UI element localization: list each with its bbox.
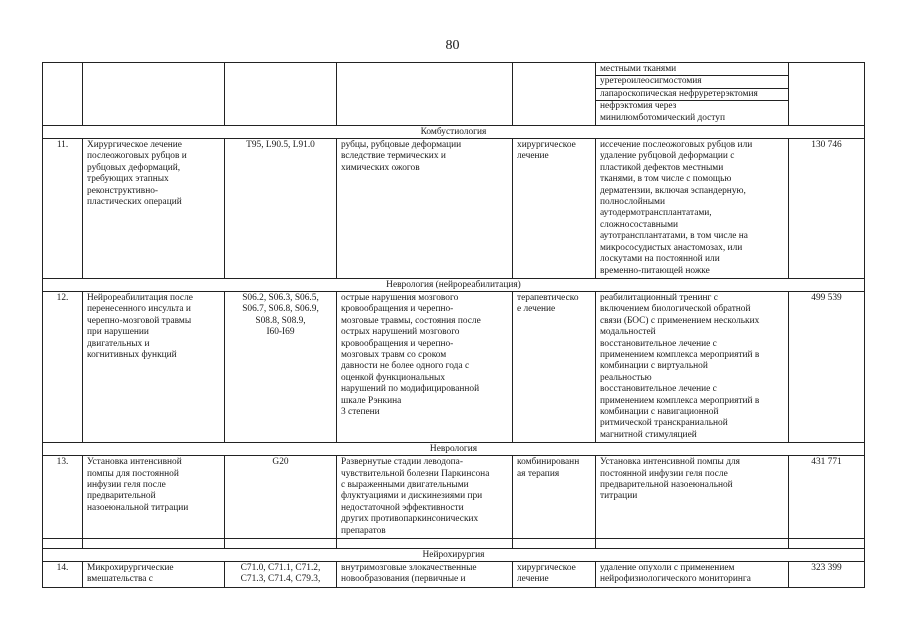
text-line: сложносоставными [600,219,679,230]
row-number: 14. [43,562,83,588]
section-header-row [43,126,865,139]
patient-model-cell [337,291,513,442]
text-line: перенесенного инсульта и [87,304,191,315]
patient-model-cell [337,562,513,588]
text-line: магнитной стимуляцией [600,429,697,440]
empty-cell [596,539,789,549]
text-line: требующих этапных [87,174,169,185]
text-line: удаление рубцовой деформации с [600,151,735,162]
text-line: других противопаркинсонических [341,514,479,525]
norm-cost-cell: 431 771 [789,456,865,539]
text-line: аутотрансплантатами, в том числе на [600,231,748,242]
text-line: острых нарушений мозгового [341,327,460,338]
text-line: комбинации с виртуальной [600,361,708,372]
treatment-method-cell [596,291,789,442]
treatment-method-cell [596,562,789,588]
table-row [43,139,865,279]
text-line: острые нарушения мозгового [341,292,459,303]
section-title: Нейрохирургия [43,549,865,562]
text-line: комбинированн [517,457,580,468]
text-line: химических ожогов [341,162,420,173]
text-line: лечение [517,574,549,585]
text-line: предварительной [87,491,156,502]
norm-cost-cell: 323 399 [789,562,865,588]
service-name-cell [83,456,225,539]
text-line: тканями, в том числе с помощью [600,174,732,185]
text-line: черепно-мозговой травмы [87,315,192,326]
treatment-cell [513,63,596,126]
text-line: мозговых травм со сроком [341,349,447,360]
text-line: комбинации с навигационной [600,406,719,417]
text-line: ритмической транскраниальной [600,418,728,429]
text-line: при нарушении [87,327,149,338]
text-line: препаратов [341,525,386,536]
text-line: реконструктивно- [87,185,159,196]
mkb-codes-cell [225,139,337,279]
mkb-codes-cell [225,291,337,442]
section-header-row [43,549,865,562]
continuation-row [43,63,865,126]
text-line: модальностей [600,327,656,338]
text-line: чувствительной болезни Паркинсона [341,468,490,479]
text-line: применением комплекса мероприятий в [600,349,760,360]
empty-cell [789,539,865,549]
text-line: е лечение [517,304,556,315]
model-cell [337,63,513,126]
text-line: нефрэктомия через [600,101,677,112]
text-line: послеожоговых рубцов и [87,151,187,162]
empty-cell [513,539,596,549]
treatment-type-cell [513,291,596,442]
service-name-cell [83,291,225,442]
text-line: G20 [272,457,289,468]
text-line: Хирургическое лечение [87,140,182,151]
norm-cost-cell: 130 746 [789,139,865,279]
text-line: рубцы, рубцовые деформации [341,140,462,151]
text-line: реальностью [600,372,652,383]
name-cell [83,63,225,126]
text-line: лапароскопическая нефруретерэктомия [600,88,758,99]
text-line: ая терапия [517,468,560,479]
method-part [596,76,788,88]
text-line: лечение [517,151,549,162]
text-line: Установка интенсивной [87,457,182,468]
page-number: 80 [445,38,460,53]
empty-cell [43,539,83,549]
text-line: с выраженными двигательными [341,480,469,490]
empty-cell [337,539,513,549]
text-line: микрососудистых анастомозах, или [600,242,743,253]
text-line: новообразования (первичные и [341,574,466,585]
treatment-method-cell [596,456,789,539]
text-line: уретероилеосигмостомия [600,76,702,87]
text-line: шкале Рэнкина [341,395,402,406]
text-line: Установка интенсивной помпы для [600,457,740,468]
text-line: помпы для постоянной [87,468,179,479]
num-cell [43,63,83,126]
text-line: нейрофизиологического мониторинга [600,574,751,585]
service-name-cell [83,139,225,279]
table-row [43,456,865,539]
text-line: минилюмботомический доступ [600,112,725,123]
text-line: восстановительное лечение с [600,338,717,349]
text-line: вмешательства с [87,574,153,585]
text-line: предварительной назоеюнальной [600,480,733,490]
section-title: Неврология [43,443,865,456]
mkb-codes-cell [225,562,337,588]
text-line: включением биологической обратной [600,304,751,315]
text-line: пластикой дефектов местными [600,162,724,173]
text-line: связи (БОС) с применением нескольких [600,315,760,326]
text-line: временно-питающей ножке [600,265,710,276]
text-line: S06.2, S06.3, S06.5, [242,292,319,303]
text-line: нарушений по модифицированной [341,384,480,395]
text-line: S06.7, S06.8, S06.9, [242,304,319,315]
text-line: внутримозговые злокачественные [341,563,477,574]
text-line: кровообращения и черепно- [341,338,454,349]
row-number: 12. [43,291,83,442]
text-line: применением комплекса мероприятий в [600,395,760,406]
text-line: Микрохирургические [87,563,174,574]
mkb-cell [225,63,337,126]
services-table [42,62,865,588]
treatment-method-cell [596,139,789,279]
section-header-row [43,278,865,291]
text-line: 3 степени [341,406,380,417]
text-line: Развернутые стадии леводопа- [341,457,463,468]
text-line: кровообращения и черепно- [341,304,454,315]
method-part [596,101,788,124]
treatment-type-cell [513,562,596,588]
section-header-row [43,443,865,456]
empty-cell [83,539,225,549]
text-line: мозговые травмы, состояния после [341,315,481,326]
text-line: хирургическое [517,563,576,574]
method-part [596,64,788,76]
patient-model-cell [337,139,513,279]
text-line: инфузии геля после [87,480,166,490]
text-line: лоскутами на постоянной или [600,254,720,265]
text-line: оценкой функциональных [341,372,446,383]
text-line: хирургическое [517,140,576,151]
treatment-type-cell [513,456,596,539]
text-line: полнослойными [600,197,666,208]
section-title: Неврология (нейрореабилитация) [43,278,865,291]
text-line: аутодермотрансплантатами, [600,208,712,219]
norm-cost-cell: 499 539 [789,291,865,442]
text-line: иссечение послеожоговых рубцов или [600,140,753,151]
row-number: 11. [43,139,83,279]
mkb-codes-cell [225,456,337,539]
text-line: C71.0, C71.1, C71.2, [240,563,321,574]
text-line: удаление опухоли с применением [600,563,735,574]
patient-model-cell [337,456,513,539]
text-line: давности не более одного года с [341,361,470,372]
text-line: Нейрореабилитация после [87,292,193,303]
price-cell [789,63,865,126]
text-line: титрации [600,491,638,502]
method-cell [596,63,789,126]
method-part [596,89,788,101]
treatment-type-cell [513,139,596,279]
text-line: терапевтическо [517,292,579,303]
text-line: когнитивных функций [87,349,177,360]
text-line: T95, L90.5, L91.0 [246,140,315,151]
table-row [43,562,865,588]
row-number: 13. [43,456,83,539]
table-row [43,291,865,442]
empty-cell [225,539,337,549]
text-line: S08.8, S08.9, [255,315,306,326]
text-line: недостаточной эффективности [341,502,464,513]
service-name-cell [83,562,225,588]
text-line: двигательных и [87,338,150,349]
section-title: Комбустиология [43,126,865,139]
text-line: восстановительное лечение с [600,384,717,395]
text-line: вследствие термических и [341,151,446,162]
text-line: постоянной инфузии геля после [600,468,728,479]
text-line: назоеюнальной титрации [87,502,189,513]
text-line: дерматензии, включая эспандерную, [600,185,746,196]
text-line: флуктуациями и дискинезиями при [341,491,483,502]
empty-row [43,539,865,549]
text-line: I60-I69 [266,327,295,338]
text-line: реабилитационный тренинг с [600,292,718,303]
text-line: местными тканями [600,64,677,74]
text-line: рубцовых деформаций, [87,162,181,173]
text-line: C71.3, C71.4, C79.3, [240,574,321,585]
text-line: пластических операций [87,197,182,208]
